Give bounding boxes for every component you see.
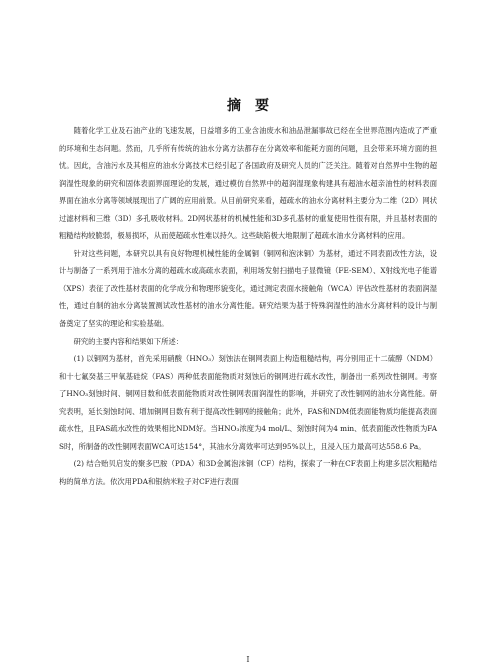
paragraph: 针对这些问题，本研究以具有良好物理机械性能的金属铜（铜网和泡沫铜）为基材，通过不同表面改性方法，设计与制备了一系列用于油水分离的超疏水或高疏水表面，利用场发射扫描电子显微镜（FE-SEM）、X射线光电子能谱（XPS）表征了改性基材表面的化学成分和物理形貌变化，通过测定表面水接触角（WCA）评估改性基材的表面润湿性，通过自制的油水分离装置测试改性基材的油水分离性能。研究结果为基于特殊润湿性的油水分离材料的设计与制备奠定了坚实的理论和实验基础。 xyxy=(59,248,437,329)
abstract-title: 摘 要 xyxy=(227,98,269,114)
paragraph: 研究的主要内容和结果如下所述： xyxy=(73,336,184,346)
paragraph: (2) 结合贻贝启发的聚多巴胺（PDA）和3D金属泡沫铜（CF）结构，探索了一种在CF表面上构建多层次粗糙结构的简单方法。依次用PDA和银纳米粒子对CF进行表面 xyxy=(59,459,437,486)
paragraph: (1) 以铜网为基材，首先采用硝酸（HNO₃）刻蚀法在铜网表面上构造粗糙结构，再分别用正十二硫醇（NDM）和十七氟癸基三甲氧基硅烷（FAS）两种低表面能物质对刻蚀后的铜网进行疏水改性，制备出一系列改性铜网。考察了HNO₃刻蚀时间、铜网目数和低表面能物质对改性铜网表面润湿性的影响，并研究了改性铜网的油水分离性能。研究表明，延长刻蚀时间、增加铜网目数有利于提高改性铜网的接触角；此外，FAS和NDM低表面能物质均能提高表面疏水性，且FAS疏水改性的效果相比NDM好。当HNO₃浓度为4 mol/L、刻蚀时间为4 min、低表面能改性物质为FAS时，所制备的改性铜网表面WCA可达154°，其油水分离效率可达到95%以上，且浸入压力最高可达558.6 Pa。 xyxy=(59,354,437,451)
abstract-body xyxy=(59,122,437,490)
page-number: I xyxy=(246,655,250,664)
paragraph: 随着化学工业及石油产业的飞速发展，日益增多的工业含油废水和油品泄漏事故已经在全世界范围内造成了严重的环境和生态问题。然而，几乎所有传统的油水分离方法都存在分离效率和能耗方面的问题，且会带来环境方面的担忧。因此，含油污水及其相应的油水分离技术已经引起了各国政府及研究人员的广泛关注。随着对自然界中生物的超润湿性现象的研究和固体表面界面理论的发展，通过模仿自然界中的超润湿现象构建具有超油水超亲油性的材料表面界面在油水分离等领域展现出了广阔的应用前景。从目前研究来看，超疏水的油水分离材料主要分为二维（2D）网状过滤材料和三维（3D）多孔吸收材料。2D网状基材的机械性能和3D多孔基材的重复使用性很有限，并且基材表面的粗糙结构较脆弱，极易损坏，从而使超疏水性难以持久。这些缺陷极大地限制了超疏水油水分离材料的应用。 xyxy=(59,126,437,241)
